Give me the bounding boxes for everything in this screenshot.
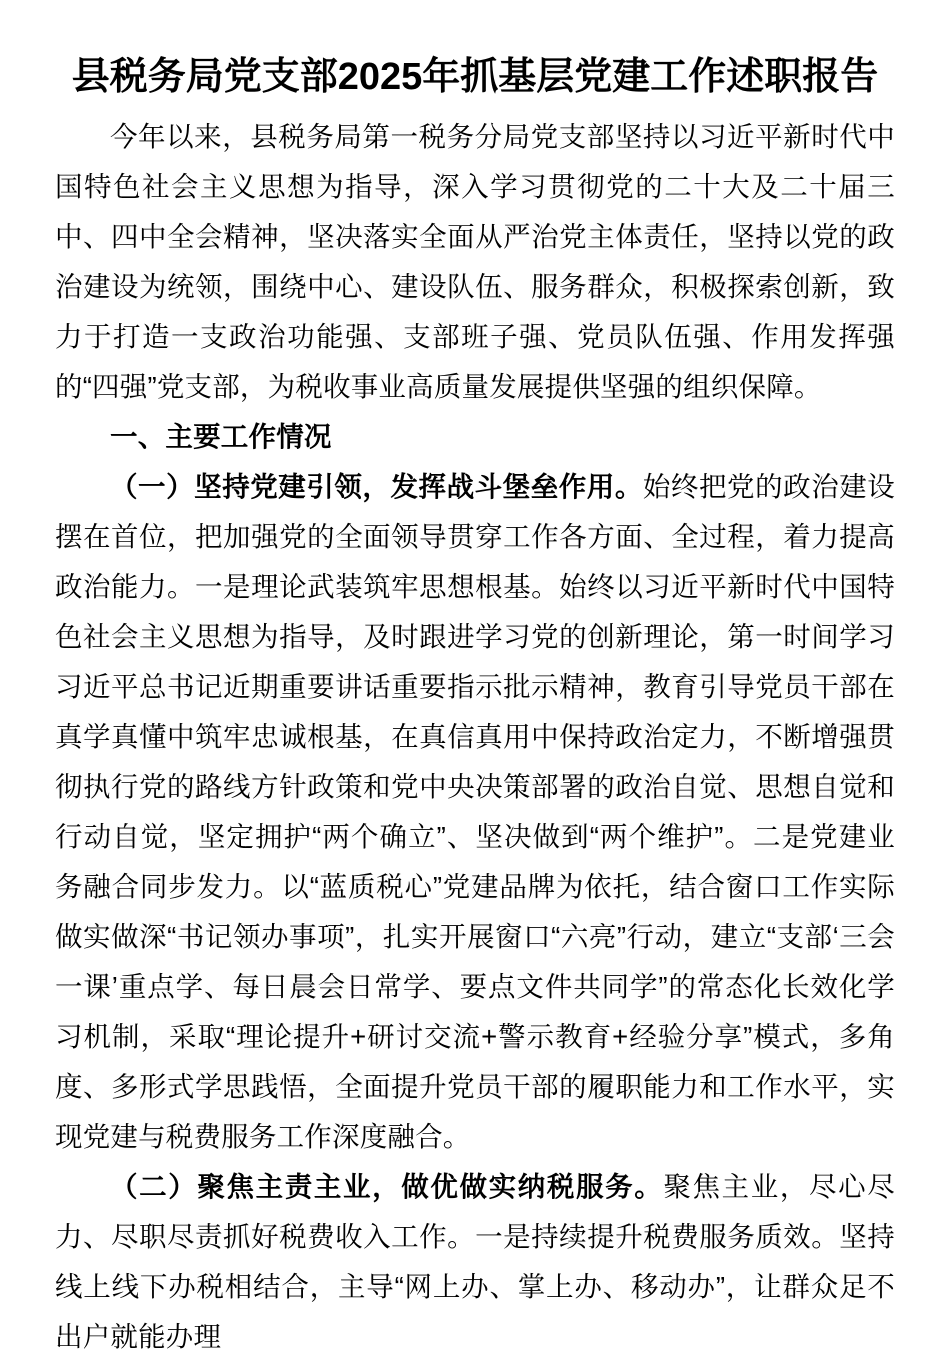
section-heading-one: 一、主要工作情况 bbox=[110, 421, 332, 452]
subsection-two-heading: （二）聚焦主责主业，做优做实纳税服务。 bbox=[110, 1171, 664, 1202]
subsection-one-heading: （一）坚持党建引领，发挥战斗堡垒作用。 bbox=[110, 471, 643, 502]
document-body bbox=[55, 112, 895, 1362]
subsection-one-paragraph bbox=[55, 462, 895, 1162]
intro-paragraph: 今年以来，县税务局第一税务分局党支部坚持以习近平新时代中国特色社会主义思想为指导，深入学习贯彻党的二十大及二十届三中、四中全会精神，坚决落实全面从严治党主体责任，坚持以党的政治建设为统领，围绕中心、建设队伍、服务群众，积极探索创新，致力于打造一支政治功能强、支部班子强、党员队伍强、作用发挥强的“四强”党支部，为税收事业高质量发展提供坚强的组织保障。 bbox=[55, 121, 895, 402]
subsection-one-body: 始终把党的政治建设摆在首位，把加强党的全面领导贯穿工作各方面、全过程，着力提高政治能力。一是理论武装筑牢思想根基。始终以习近平新时代中国特色社会主义思想为指导，及时跟进学习党的创新理论，第一时间学习习近平总书记近期重要讲话重要指示批示精神，教育引导党员干部在真学真懂中筑牢忠诚根基，在真信真用中保持政治定力，不断增强贯彻执行党的路线方针政策和党中央决策部署的政治自觉、思想自觉和行动自觉，坚定拥护“两个确立”、坚决做到“两个维护”。二是党建业务融合同步发力。以“蓝质税心”党建品牌为依托，结合窗口工作实际做实做深“书记领办事项”，扎实开展窗口“六亮”行动，建立“支部‘三会一课’重点学、每日晨会日常学、要点文件共同学”的常态化长效化学习机制，采取“理论提升+研讨交流+警示教育+经验分享”模式，多角度、多形式学思践悟，全面提升党员干部的履职能力和工作水平，实现党建与税费服务工作深度融合。 bbox=[55, 471, 895, 1152]
subsection-two-paragraph bbox=[55, 1162, 895, 1362]
page-title: 县税务局党支部2025年抓基层党建工作述职报告 bbox=[71, 56, 879, 98]
subsection-two-body: 聚焦主业，尽心尽力、尽职尽责抓好税费收入工作。一是持续提升税费服务质效。坚持线上线下办税相结合，主导“网上办、掌上办、移动办”，让群众足不出户就能办理 bbox=[55, 1171, 895, 1352]
